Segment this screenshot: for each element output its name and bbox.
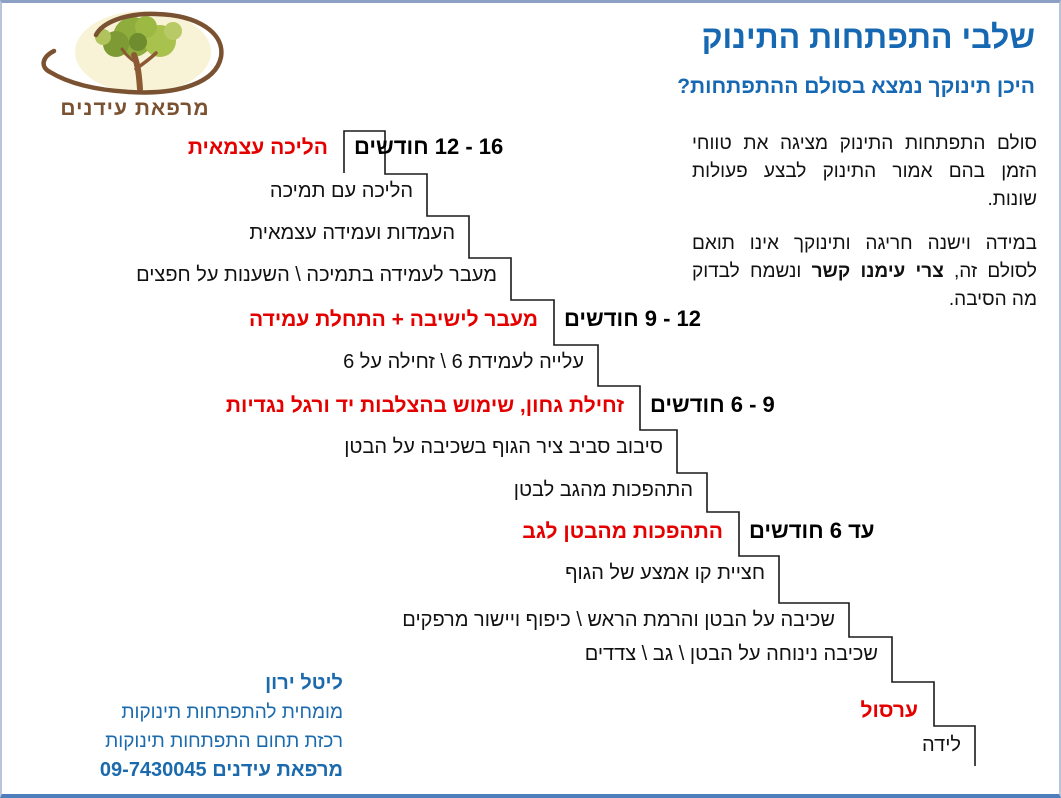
step-age-label-12-16 bbox=[354, 134, 503, 160]
contact-clinic-phone: מרפאת עידנים 09-7430045 bbox=[99, 759, 343, 781]
milestone-lifting-head-on-belly: שכיבה על הבטן והרמת הראש \ כיפוף ויישור מרפקים bbox=[402, 609, 835, 631]
milestone-relaxed-lying: שכיבה נינוחה על הבטן \ גב \ צדדים bbox=[584, 643, 878, 665]
age-unit: חודשים bbox=[354, 134, 429, 159]
milestone-birth: לידה bbox=[922, 734, 961, 756]
contact-role-1: מומחית להתפתחות תינוקות bbox=[121, 702, 343, 723]
milestone-pivot-on-belly: סיבוב סביב ציר הגוף בשכיבה על הבטן bbox=[344, 436, 663, 458]
milestone-to-sitting-start-standing: מעבר לישיבה + התחלת עמידה bbox=[249, 308, 538, 331]
milestone-cradling: ערסול bbox=[860, 699, 918, 722]
intro-paragraph-1: סולם התפתחות התינוק מציגה את טווחי הזמן בהם אמור התינוק לבצע פעולות שונות. bbox=[692, 133, 1037, 210]
milestone-belly-crawl: זחילת גחון, שימוש בהצלבות יד ורגל נגדיות bbox=[225, 394, 624, 417]
age-unit: חודשים bbox=[564, 306, 639, 331]
contact-role-2: רכזת תחום התפתחות תינוקות bbox=[105, 731, 343, 752]
age-range: 9 - 12 bbox=[644, 306, 701, 331]
contact-block bbox=[100, 669, 343, 785]
age-range: 12 - 16 bbox=[434, 134, 504, 159]
age-unit: חודשים bbox=[650, 392, 725, 417]
intro-p2-end: ונשמח לבדוק מה הסיבה. bbox=[692, 261, 1037, 310]
milestone-supported-standing: מעבר לעמידה בתמיכה \ השענות על חפצים bbox=[136, 264, 497, 286]
milestone-rising-crawling: עלייה לעמידת 6 \ זחילה על 6 bbox=[343, 351, 584, 373]
milestone-pulling-up-standing: העמדות ועמידה עצמאית bbox=[249, 222, 455, 244]
page-subtitle: היכן תינוקך נמצא בסולם ההתפתחות? bbox=[677, 75, 1035, 98]
milestone-crossing-midline: חציית קו אמצע של הגוף bbox=[565, 562, 765, 584]
milestone-roll-back-to-belly: התהפכות מהגב לבטן bbox=[513, 479, 693, 501]
milestone-roll-belly-to-back: התהפכות מהבטן לגב bbox=[522, 520, 723, 543]
page-title: שלבי התפתחות התינוק bbox=[701, 19, 1035, 55]
age-unit: עד 6 חודשים bbox=[749, 518, 875, 543]
step-age-label-up-to-6 bbox=[749, 518, 875, 544]
step-age-label-6-9 bbox=[650, 392, 775, 418]
age-range: 6 - 9 bbox=[730, 392, 775, 417]
step-age-label-9-12 bbox=[564, 306, 701, 332]
milestone-walking-with-support: הליכה עם תמיכה bbox=[269, 180, 413, 202]
contact-name: ליטל ירון bbox=[265, 672, 343, 694]
clinic-name: מרפאת עידנים bbox=[60, 97, 210, 120]
milestone-independent-walking: הליכה עצמאית bbox=[187, 136, 328, 159]
intro-p2-bold: צרי עימנו קשר bbox=[811, 261, 944, 282]
intro-p2-start: במידה וישנה חריגה ותינוקך אינו תואם לסולם זה, bbox=[692, 233, 1038, 282]
